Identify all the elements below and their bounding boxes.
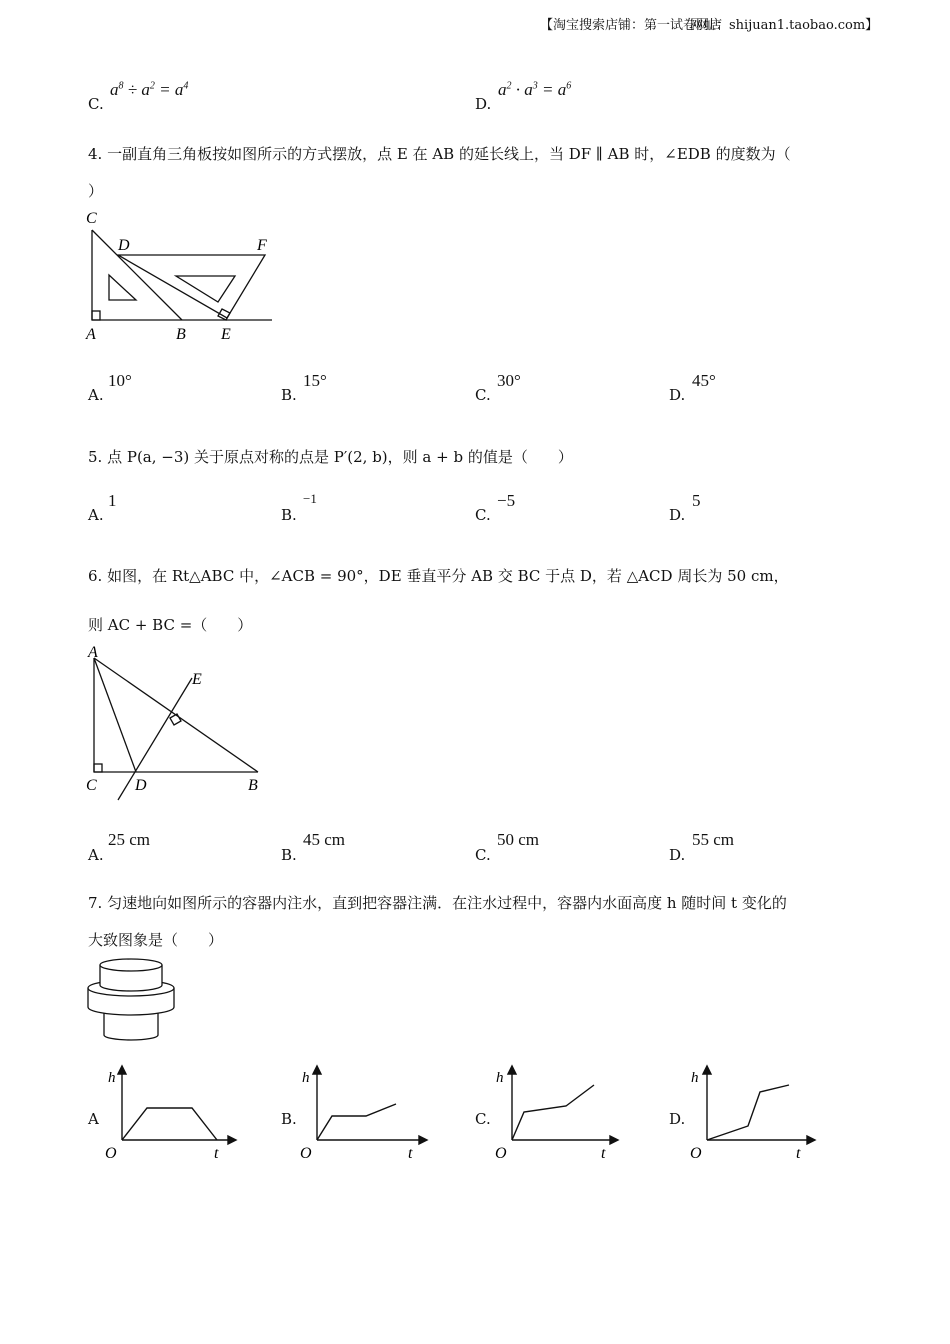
graph-c-t-label: t (601, 1145, 606, 1162)
q5-option-d-label[interactable]: D. (669, 506, 686, 524)
q7-stem-line2: 大致图象是（ ） (88, 931, 224, 949)
q4-triangle-figure (80, 205, 280, 345)
q6-option-a-value: 25 cm (108, 830, 151, 849)
q3-option-d-expr: $a^2 \cdot a^3 = a^6$ (498, 80, 572, 99)
q3-option-d-label[interactable]: D. (475, 95, 492, 113)
header-url[interactable]: 网址：shijuan1.taobao.com】 (690, 18, 879, 33)
q5-stem: 5. 点 P(a, −3) 关于原点对称的点是 P′(2, b)，则 a + b 的值是（ ） (88, 448, 573, 466)
q4-option-d-label[interactable]: D. (669, 386, 686, 404)
graph-b-origin-label: O (300, 1145, 312, 1162)
q6-stem-line1: 6. 如图，在 Rt△ABC 中，∠ACB = 90°，DE 垂直平分 AB 交 BC 于点 D，若 △ACD 周长为 50 cm， (88, 567, 789, 585)
graph-d-origin-label: O (690, 1145, 702, 1162)
graph-b-t-label: t (408, 1145, 413, 1162)
q5-option-c-label[interactable]: C. (475, 506, 491, 524)
q5-option-a-value: 1 (108, 491, 117, 510)
q6-point-c: C (86, 777, 97, 794)
q5-option-a-label[interactable]: A. (88, 506, 104, 524)
graph-a-h-label: h (108, 1070, 116, 1086)
q4-point-d: D (118, 237, 130, 254)
graph-c-origin-label: O (495, 1145, 507, 1162)
graph-a-label[interactable]: A (88, 1110, 99, 1128)
q6-option-a-label[interactable]: A. (88, 846, 104, 864)
graph-d-label[interactable]: D. (669, 1110, 686, 1128)
q7-stem-line1: 7. 匀速地向如图所示的容器内注水，直到把容器注满．在注水过程中，容器内水面高度 h 随时间 t 变化的 (88, 894, 787, 912)
q4-option-b-value: 15° (303, 371, 327, 390)
graph-b-h-label: h (302, 1070, 310, 1086)
q4-point-a: A (86, 326, 96, 343)
q6-point-b: B (248, 777, 258, 794)
graph-a (100, 1062, 240, 1162)
q6-option-b-value: 45 cm (303, 830, 346, 849)
q3-option-c-label[interactable]: C. (88, 95, 104, 113)
q5-option-c-value: −5 (497, 491, 516, 510)
graph-a-origin-label: O (105, 1145, 117, 1162)
q6-point-a: A (88, 644, 98, 661)
q4-point-b: B (176, 326, 186, 343)
graph-a-t-label: t (214, 1145, 219, 1162)
graph-d (685, 1062, 825, 1162)
q6-point-e: E (192, 671, 202, 688)
q5-option-b-label[interactable]: B. (281, 506, 297, 524)
q3-option-c-expr: $a^8 \div a^2 = a^4$ (110, 80, 189, 99)
graph-b-label[interactable]: B. (281, 1110, 297, 1128)
q4-option-a-value: 10° (108, 371, 132, 390)
q4-option-b-label[interactable]: B. (281, 386, 297, 404)
q4-point-c: C (86, 210, 97, 227)
q4-stem-line2: ） (88, 182, 104, 200)
q5-option-b-value: −1 (303, 491, 317, 506)
q6-triangle-figure (80, 640, 280, 805)
q4-point-e: E (221, 326, 231, 343)
graph-c-label[interactable]: C. (475, 1110, 491, 1128)
q6-stem-line2: 则 AC + BC =（ ） (88, 616, 253, 634)
q4-point-f: F (257, 237, 267, 254)
q6-option-c-value: 50 cm (497, 830, 540, 849)
q6-option-b-label[interactable]: B. (281, 846, 297, 864)
q4-option-c-label[interactable]: C. (475, 386, 491, 404)
container-figure (82, 955, 182, 1045)
q4-option-d-value: 45° (692, 371, 716, 390)
q4-stem-line1: 4. 一副直角三角板按如图所示的方式摆放，点 E 在 AB 的延长线上，当 DF ∥ AB 时，∠EDB 的度数为（ (88, 145, 791, 163)
graph-c (490, 1062, 630, 1162)
header-shop: 【淘宝搜索店铺：第一试卷网店 (540, 18, 723, 33)
graph-d-t-label: t (796, 1145, 801, 1162)
q5-option-d-value: 5 (692, 491, 701, 510)
q4-option-a-label[interactable]: A. (88, 386, 104, 404)
graph-d-h-label: h (691, 1070, 699, 1086)
q6-option-d-label[interactable]: D. (669, 846, 686, 864)
q6-point-d: D (135, 777, 147, 794)
q6-option-d-value: 55 cm (692, 830, 735, 849)
graph-c-h-label: h (496, 1070, 504, 1086)
graph-b (295, 1062, 435, 1162)
q6-option-c-label[interactable]: C. (475, 846, 491, 864)
q4-option-c-value: 30° (497, 371, 521, 390)
